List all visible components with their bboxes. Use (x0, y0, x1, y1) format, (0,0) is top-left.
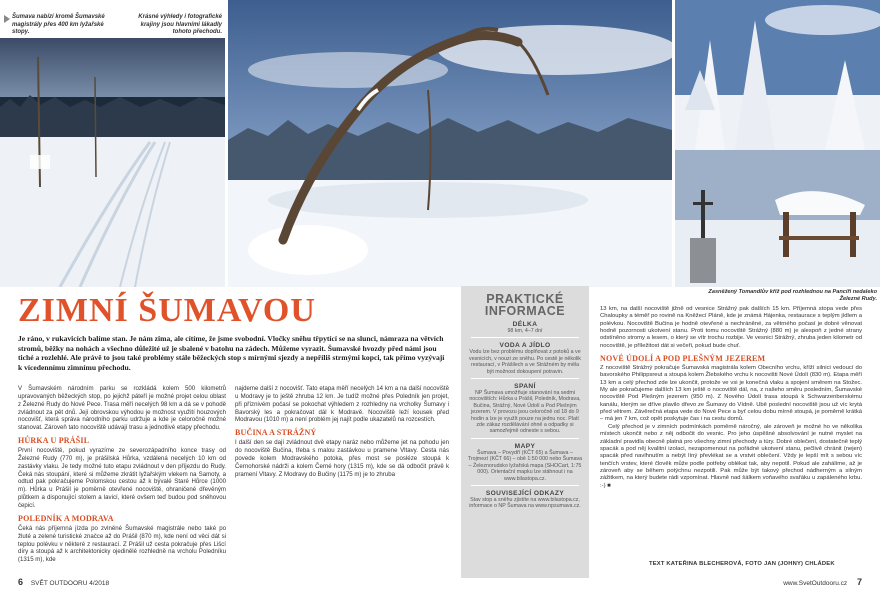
page-title: ZIMNÍ ŠUMAVOU (18, 292, 316, 329)
article-column-1 (18, 385, 226, 564)
paragraph: I další den se dají zvládnout dvě etapy naráz nebo můžeme jet na pohodu jen do nocoviště Bučina, třeba s malou zastávkou u pramene Vltavy. Cesta nás povede kolem Modravského potoka, přes most se posléze stoupá k Černohorské nádrži a kolem Černé hory (1315 m), kde se dá odbočit právě k pramení Vltavy. Z Modravy do Bučiny (1175 m) je to zhruba (235, 439, 449, 478)
caption-cross: Zasněžený Tomandlův kříž pod rozhlednou na Pancíři nedaleko Železné Rudy. (708, 289, 877, 302)
paragraph: Z nocoviště Strážný pokračuje Šumavská magistrála kolem Obecního vrchu, kříží silnici vedoucí do bavorského Philippsreut a stoupá kolem Žlebského vrchu k nocovišti Nové Údolí (830 m). Etapa měří 13 km a celý přechod zde lze ukončit, protože ve vsi je konečná vlaku a spojení směrem na Stožec. My ale pokračujeme dalších 13 km ještě o nocoviště dál, na, z našeho směru posledním, Šumavské nocoviště Pod Plešným jezerem (950 m). Z Nového Údolí trasa stoupá k Schwarzenberskému kanálu, kterým se dříve plavilo dřevo ze Šumavy do Vídně. Ubě poslední nocoviště jsou už víc krytá před větrem. Závěrečná etapa vede do Nové Pece a byť celou dobu mírně stoupá, je poměrně krátká – má jen 7 km, což opět poskytuje čas i na cestu domů. (600, 365, 862, 423)
article-column-2 (235, 385, 449, 478)
caption-arrow-icon (4, 15, 10, 23)
paragraph: 13 km, na další nocoviště jižně od vesnice Strážný pak dalších 15 km. Příjemná stopa vede přes Chaloupky a téměř po rovině na Kněžecí Pláně, kde je známá Hájenka, restaurace s teplým jídlem a polévkou. Nocoviště Bučina je hodně otevřené a nechráněné, za větrného počasí je dobré věnovat hodně pozornosti ukotvení stanu. Proti tomu nocoviště Strážný (880 m) je alespoň z jedné strany odstíněno stromy a lesem, o který se vítr trochu rozbije. Ve vesnici Strážný, zhruba jeden kilometr od nocoviště, je příležitost dát si večeři, pokud bude chuť. (600, 306, 862, 349)
winter-landscape-photo (228, 0, 672, 287)
paragraph: najdeme další z nocovišť. Tato etapa měří necelých 14 km a na další nocoviště u Modravy je to ještě zhruba 12 km. Je tudíž možné přes Poledník jen projet, při příznivém počasí se pokochat výhledem z rozhledny na vrcholky Šumavy i Bavorský les a pokračovat dál k Modravě. Nocoviště leží kousek před Modravou (1010 m) a není problém jej najít podle ukazatelů na rozcestích. (235, 385, 449, 424)
page-number-left: 6 (18, 577, 24, 587)
paragraph: Celý přechod je v zimních podmínkách poměrně náročný, ale zároveň je možné ho ve několika místech ukončit nebo z něj odbočit do vesnic. Pro jeho úspěšné absolvování je nutné myslet na základní pravidla obecně platná pro všechny zimní přechody a túry. Dobré oblečení, dostatečně teplý spacák a pod něj kvalitní izolaci, nezapomenout na pořádné ukotvení stanu, pečlivě chránit (nejen) spacák před navlhnutím a nebýt líný převlékat se a vrstvit oblečení. Vždy je lepší mít s sebou víc tenčích vrstev, které člověk může podle potřeby oblékat tak, aby nepotil. Pokud ale zahálíme, až je zároveň aby se během potýchnu nezpotili. Pak může být takový přechod nádherným a silným zážitkem, na který budete rádi vzpomínat. Hlavně nad šálkem voňavého svařáku u zapáleného krbu. :-) ■ (600, 423, 862, 489)
box-section-text: Šumava – Povydří (KČT 65) a Šumava – Trojmezí (KČT 66) – obě 1:50 000 nebo Šumava – Železnorudsko lyžařská mapa (SHOCart, 1:75 000). Orientační mapku lze stáhnout i na www.bilastopa.cz. (467, 449, 583, 482)
page-number-right: 7 (856, 577, 862, 587)
divider (471, 378, 579, 379)
paragraph: První nocoviště, pokud vyrazíme ze severozápadního konce trasy od Železné Rudy (770 m), je prášilská Hůrka, vzdálená necelých 10 km od zastávky vlaku. Je tedy možné tuto etapu zvládnout v den příjezdu do Rudy. Čeká nás stoupání, které si můžeme zkrátit lyžařským vlekem na Samoty, a odtud pak pokračujeme Polomskou cestou až k bývalé Staré Hůrce (1000 m). Hůrka u Prášil je poměrně otevřené nocoviště, ohraničené dřevěným plůtkem a disponující stolem a lavicí, které ovšem teď budou pod sněhovou čepicí. (18, 447, 226, 509)
section-heading: POLEDNÍK A MODRAVA (18, 513, 114, 523)
box-section-text: NP Šumava umožňuje stanování na sedmi nocovištích: Hůrka u Prášil, Poledník, Modrava, Bučina, Strážný, Nové Údolí a Pod Plešným jezerem. V provozu jsou celoročně od 18 do 9 hodin a lze je využít pouze na jednu noc. Platí zde zákaz rozdělávání ohně a odpadky si samozřejmě odneste s sebou. (469, 390, 581, 435)
end-mark: ■ (607, 482, 611, 489)
ski-trail-photo (0, 37, 225, 287)
cross-shrine-photo (675, 150, 880, 287)
practical-info-box (461, 286, 589, 578)
box-section-title: VODA A JÍDLO (499, 342, 551, 350)
article-column-4 (600, 306, 862, 490)
divider (471, 438, 579, 439)
section-heading: NOVÉ ÚDOLÍ A POD PLEŠNÝM JEZEREM (600, 354, 766, 364)
snowy-trees-photo (675, 0, 880, 150)
box-section-title: MAPY (514, 442, 536, 450)
box-section-title: SOUVISEJÍCÍ ODKAZY (485, 489, 565, 497)
section-heading: HŮRKA U PRÁŠIL (18, 436, 90, 446)
divider (471, 337, 579, 338)
paragraph: Čeká nás příjemná jízda po zvlněné Šumavské magistrále nebo také po žluté a zelené turistické značce až do Prášil (870 m), kde není od věci dát si teplou polévku v některé z restaurací. Z Prášil už cesta pokračuje přes Lišcí díry a stoupá až k architektonicky ojedinělé rozhledně na vrcholu Poledníku (1315 m), kde (18, 524, 226, 564)
intro-paragraph: V Šumavském národním parku se rozkládá kolem 500 kilometrů upravovaných běžeckých stop, po jejichž páteří je možné projet celou oblast z Železné Rudy do Nové Pece. Trasa měří necelých 98 km a dá se v pohodě zvládnout za pět dnů. Její obrovskou výhodou je možnost využití houzových nocovišť, která správa národního parku udržuje a kde je celoročně možné stanovat. Zároveň tato nocoviště udávají trasu a jednotlivé etapy přechodu. (18, 385, 226, 432)
author-credit: TEXT KATEŘINA BLECHEROVÁ, FOTO JAN (JOHNY) CHLÁDEK (649, 561, 835, 567)
lead-paragraph: Je ráno, v rukavicích balíme stan. Je nám zima, ale cítíme, že jsme svobodní. Vločky sněhu třpytící se na slunci, námraza na větvích stromů, běžky na nohách a všechno důležité už je sbalené v batohu na zádech. Můžeme vyrazit. Šumavské hvozdy před námi jsou tiché a rozlehlé. Ale právě to jsou také problémy stále běžeckých stop s mírnými sjezdy a nepříliš strmými kopci, tak přímo vyzývají k vícedennímu zimnímu přechodu. (18, 334, 445, 372)
box-section-text: Stav stop a sněhu zjistíte na www.bilastopa.cz, informace o NP Šumava na www.npsumava.cz. (469, 496, 581, 510)
box-section-text: 98 km, 4–7 dní (507, 328, 543, 334)
magazine-issue: SVĚT OUTDOORU 4/2018 (30, 580, 110, 587)
box-section-title: DÉLKA (512, 321, 538, 328)
caption-ski-trails: Šumava nabízí kromě Šumavské magistrály přes 400 km lyžařské stopy. (12, 14, 105, 35)
box-section-text: Vodu lze bez problému doplňovat z potoků a ve vesnicích, v nouzi ze sněhu. Po cestě je několik restaurací, v Prášilech a ve Strážném by měla být možnost dokoupení potravin. (469, 349, 581, 375)
section-heading: BUČINA A STRÁŽNÝ (235, 428, 317, 438)
footer-right (783, 577, 862, 587)
box-title: PRAKTICKÉ INFORMACE (484, 292, 566, 318)
caption-views: Krásné výhledy i fotografické krajiny jsou hlavními lákadly tohoto přechodu. (138, 14, 222, 35)
divider (471, 485, 579, 486)
box-section-title: SPANÍ (514, 383, 536, 391)
footer-left (18, 577, 109, 587)
website-link[interactable]: www.SvetOutdooru.cz (783, 580, 848, 587)
